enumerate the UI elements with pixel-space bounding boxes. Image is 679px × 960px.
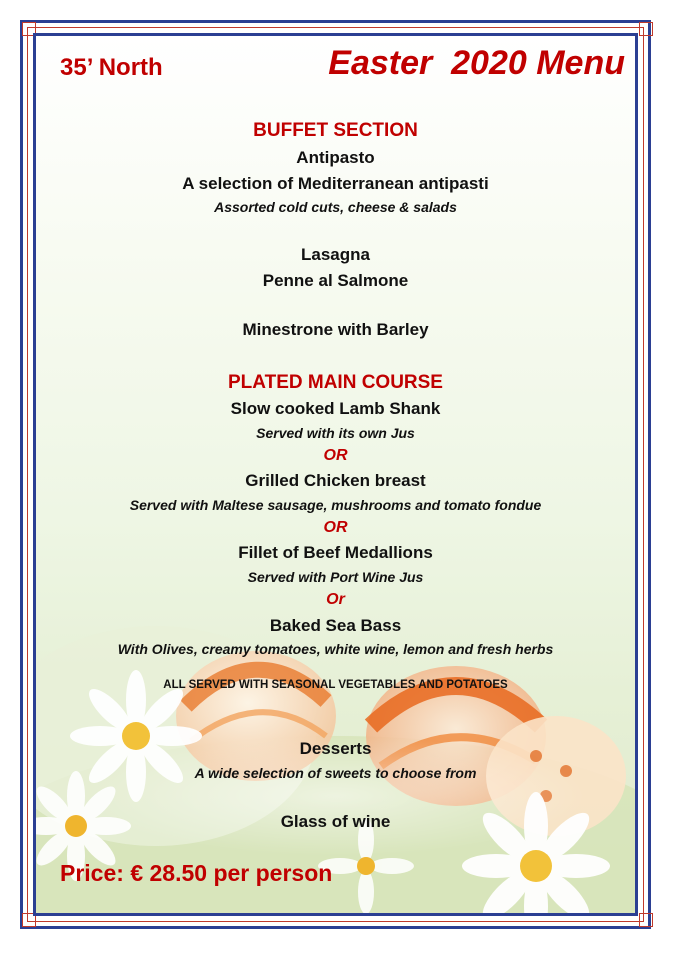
restaurant-name: 35’ North	[60, 54, 163, 81]
desserts-heading: Desserts	[299, 739, 372, 758]
main-item-name: Slow cooked Lamb Shank	[230, 399, 441, 418]
sides-note: ALL SERVED WITH SEASONAL VEGETABLES AND POTATOES	[163, 679, 508, 691]
antipasto-title: Antipasto	[296, 148, 375, 167]
menu-content	[36, 36, 635, 913]
wine-item: Glass of wine	[280, 812, 391, 831]
corner-ornament	[639, 22, 653, 36]
desserts-description: A wide selection of sweets to choose from	[194, 765, 477, 781]
main-item-name: Fillet of Beef Medallions	[238, 543, 433, 562]
main-item-description: With Olives, creamy tomatoes, white wine, lemon and fresh herbs	[117, 641, 554, 657]
price-label: Price: € 28.50 per person	[60, 860, 333, 886]
corner-ornament	[639, 913, 653, 927]
main-item-description: Served with Port Wine Jus	[247, 569, 424, 585]
main-item-name: Baked Sea Bass	[269, 616, 402, 635]
penne-item: Penne al Salmone	[262, 271, 409, 290]
antipasto-selection: A selection of Mediterranean antipasti	[182, 174, 489, 193]
minestrone-item: Minestrone with Barley	[242, 320, 429, 339]
or-separator: OR	[323, 519, 348, 536]
main-item-description: Served with Maltese sausage, mushrooms and tomato fondue	[129, 497, 542, 513]
main-item-name: Grilled Chicken breast	[245, 471, 426, 490]
antipasto-description: Assorted cold cuts, cheese & salads	[214, 199, 457, 215]
menu-title: Easter 2020 Menu	[328, 44, 625, 82]
buffet-heading: BUFFET SECTION	[253, 120, 418, 141]
lasagna-item: Lasagna	[301, 245, 370, 264]
main-course-heading: PLATED MAIN COURSE	[228, 372, 443, 393]
or-separator: Or	[326, 591, 345, 608]
main-item-description: Served with its own Jus	[256, 425, 415, 441]
or-separator: OR	[323, 447, 348, 464]
